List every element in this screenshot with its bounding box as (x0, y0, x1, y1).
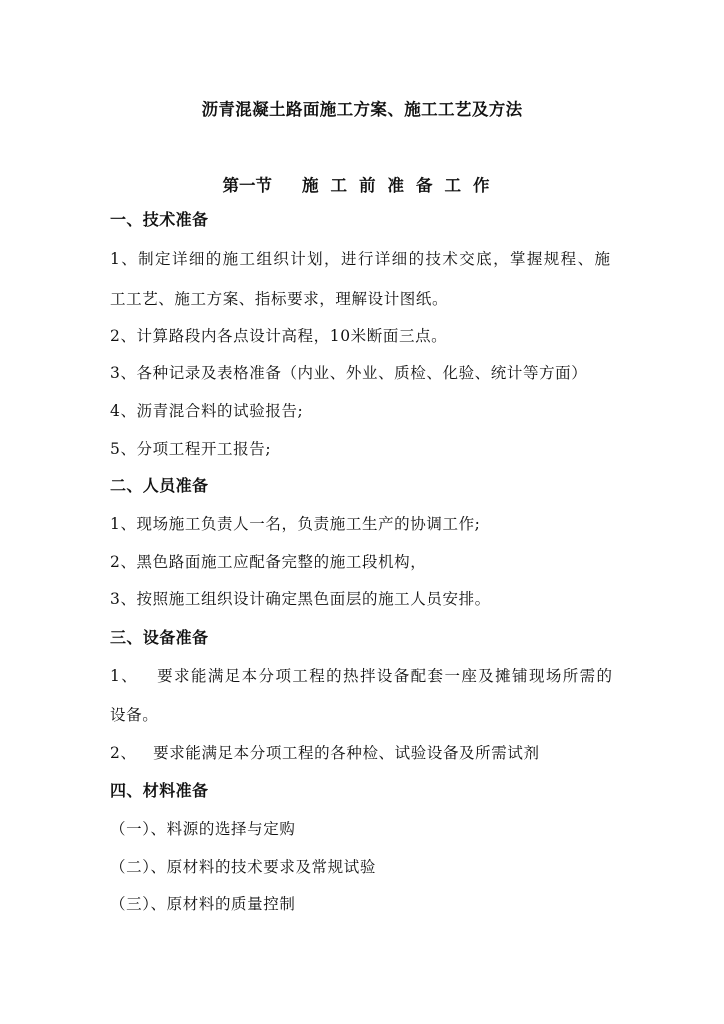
equip-item-1b: 设备。 (110, 706, 159, 724)
staff-item-1: 1、现场施工负责人一名，负责施工生产的协调工作; (110, 515, 481, 533)
tech-item-4: 4、沥青混合料的试验报告; (110, 402, 304, 420)
equip-item-2: 2、 要求能满足本分项工程的各种检、试验设备及所需试剂 (110, 744, 540, 762)
heading-staff-prep: 二、人员准备 (110, 476, 209, 495)
staff-item-3: 3、按照施工组织设计确定黑色面层的施工人员安排。 (110, 590, 491, 608)
tech-item-2: 2、计算路段内各点设计高程，10米断面三点。 (110, 327, 448, 345)
heading-tech-prep: 一、技术准备 (110, 210, 209, 229)
material-item-3: （三）、原材料的质量控制 (110, 895, 296, 913)
heading-equip-prep: 三、设备准备 (110, 628, 209, 647)
tech-item-1a: 1、制定详细的施工组织计划，进行详细的技术交底，掌握规程、施 (110, 250, 612, 268)
section-number: 第一节 (222, 176, 272, 195)
heading-material-prep: 四、材料准备 (110, 781, 209, 800)
tech-item-5: 5、分项工程开工报告; (110, 440, 272, 458)
equip-item-1a: 1、 要求能满足本分项工程的热拌设备配套一座及摊铺现场所需的 (110, 667, 614, 685)
material-item-1: （一）、料源的选择与定购 (110, 820, 296, 838)
section-title (0, 172, 724, 196)
material-item-2: （二）、原材料的技术要求及常规试验 (110, 858, 376, 876)
section-name: 施工前准备工作 (302, 176, 502, 195)
tech-item-1b: 工工艺、施工方案、指标要求，理解设计图纸。 (110, 290, 449, 308)
staff-item-2: 2、黑色路面施工应配备完整的施工段机构， (110, 553, 427, 571)
tech-item-3: 3、各种记录及表格准备（内业、外业、质检、化验、统计等方面） (110, 364, 588, 382)
document-title: 沥青混凝土路面施工方案、施工工艺及方法 (201, 100, 523, 119)
